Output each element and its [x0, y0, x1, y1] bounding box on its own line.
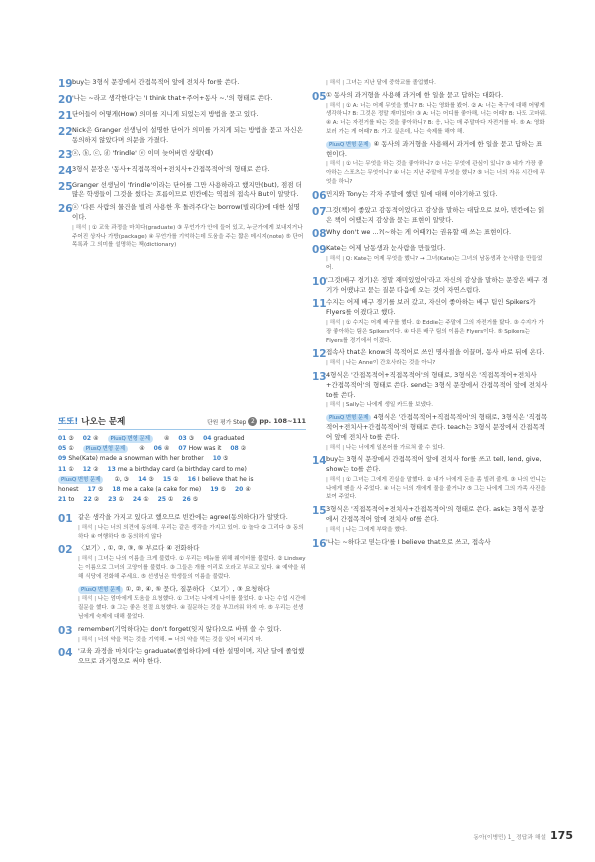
item-body	[78, 513, 306, 541]
item-text: 그것(책)이 좋았고 감동적이었다고 감상을 말하는 대답으로 보아, 빈칸에는 읽은 책이 어땠는지 감상을 묻는 표현이 알맞다.	[326, 205, 545, 224]
answer-entry	[58, 445, 74, 452]
item-number: 01	[58, 513, 73, 525]
answer-value: ⑤	[223, 455, 229, 463]
lower-left-column	[58, 513, 306, 670]
item-text: 3형식은 '직접목적어+전치사+간접목적어'의 형태로 쓴다. ask는 3형식 문장에서 간접목적어 앞에 전치사 of를 쓴다.	[326, 505, 544, 524]
translation-text: 나는 Anne이 간호사라는 것을 아니?	[345, 360, 436, 367]
answer-value: ②	[93, 496, 100, 504]
item-number: 09	[312, 244, 327, 257]
answer-entry	[58, 486, 78, 493]
answer-number: 11	[58, 465, 67, 473]
answer-value: ⑤	[220, 486, 226, 494]
translation-text: 그녀는 나의 이름을 크게 불렀다. ① 우리는 메뉴를 위해 웨이터를 불렀다. ② Lindsey는 이름으로 그녀의 고양이를 불렀다. ③ 그들은 개를 이리로 오라고 부르고 있다. ④ 예약을 위해 식당에 전화해 주세요. ⑤ 선생님은 학생들의 이름을 불렀다.	[78, 556, 306, 580]
translation-tag: | 해석 |	[326, 80, 345, 86]
item-body	[72, 149, 306, 159]
answer-number: 17	[87, 486, 96, 494]
translation-note	[78, 555, 306, 581]
page-number: 175	[550, 829, 573, 842]
item-text: ①, ②, ④, ⑤ 묻다, 질문하다 〈보기〉, ③ 요청하다	[125, 584, 270, 593]
translation-note	[78, 524, 306, 542]
item-text: 3형식 문장은 '동사+직접목적어+전치사+간접목적어'의 형태로 쓴다.	[72, 164, 270, 173]
answer-entry	[210, 486, 226, 493]
item-body	[326, 298, 548, 345]
translation-tag: | 해석 |	[78, 524, 97, 531]
translation-tag: | 해석 |	[326, 360, 345, 367]
item-number: 03	[58, 624, 73, 637]
answer-number: 20	[234, 486, 244, 494]
answer-entry	[114, 476, 129, 483]
translation-note	[78, 636, 306, 645]
translation-note	[72, 224, 306, 250]
answer-entry	[163, 476, 179, 483]
answer-value: ③	[188, 435, 195, 442]
answer-entry	[235, 486, 251, 493]
item-body	[326, 190, 548, 200]
item-text: '나는 ~하다고 믿는다'를 I believe that으로 쓰고, 접속사	[326, 537, 491, 546]
answer-number: 14	[138, 475, 147, 483]
item-number: 20	[58, 94, 73, 106]
item-body	[326, 78, 548, 88]
translation-tag: | 해석 |	[326, 102, 345, 109]
item-body	[72, 94, 306, 104]
item-body	[326, 538, 548, 548]
answer-number: 18	[112, 486, 121, 494]
translation-note	[326, 476, 548, 502]
answer-value: ④	[93, 435, 99, 442]
translation-text: 그녀는 지난 달에 중학교를 졸업했다.	[345, 80, 436, 86]
translation-text: ① 교육 과정을 마치다(graduate) ③ 무언가가 안에 들어 있고, 누군가에게 보내지거나 주어진 상자나 가방(package) ④ 무언가를 기억하는데 도움을 주는 짧은 메시지(note) ⑤ 단어 목록과 그 의미를 설명하는 책(dictionary)	[72, 224, 304, 249]
translation-text: ① A: 너는 어제 무엇을 했니? B: 나는 영화를 봤어. ② A: 너는 축구에 대해 어떻게 생각하니? B: 그것은 정말 재미있어! ③ A: 너는 어디를 좋아해, 너는 어때? B: 나도 고마워. ④ A: 너는 자전거를 타는 것을 좋아하니? B: 응, 나는 매 주말마다 자전거를 타. ⑤ A: 영화 보러 가는 게 어때? B: 가고 싶은데, 나는 숙제를 해야 해.	[326, 102, 547, 135]
question-item	[58, 94, 306, 107]
item-number: 08	[312, 228, 327, 241]
item-text: remember(기억하다)는 don't forget(잊지 않다)으로 바꿔 쓸 수 있다.	[78, 624, 282, 633]
answer-number: 08	[230, 445, 239, 453]
answer-number: 07	[178, 445, 187, 453]
item-body	[326, 371, 548, 410]
item-number: 21	[58, 110, 73, 122]
translation-tag: | 해석 |	[326, 476, 345, 483]
answer-entry	[83, 435, 99, 442]
translation-text: ① 그녀는 그에게 진실을 말했다. ② 내가 너에게 돈을 좀 빌려 줄게. ③ 나의 언니는 나에게 펜을 사 주었다. ④ 너는 너의 개에게 물을 줄거니? ⑤ 그는 나에게 그의 가족 사진을 보여 주었다.	[326, 476, 547, 501]
answer-value: graduated	[213, 435, 245, 442]
translation-tag: | 해석 |	[78, 596, 97, 603]
step-badge: 2	[248, 417, 257, 426]
item-body	[78, 647, 306, 667]
item-text: 수지는 어제 배구 경기를 보러 갔고, 자신이 좋아하는 배구 팀인 Spikers가 Flyers를 이겼다고 했다.	[326, 298, 536, 317]
item-body	[78, 585, 306, 622]
item-body	[72, 126, 306, 146]
answer-number: 06	[153, 445, 162, 453]
translation-note	[326, 526, 548, 535]
translation-tag: | 해석 |	[326, 444, 345, 451]
question-item	[312, 78, 548, 88]
item-body	[326, 206, 548, 226]
answer-header	[58, 415, 306, 430]
translation-note	[326, 160, 548, 186]
item-text: 같은 생각을 가지고 있다고 했으므로 빈칸에는 agree(동의하다)가 알맞다.	[78, 513, 288, 521]
item-number: 25	[58, 180, 73, 193]
answer-entry	[133, 496, 149, 503]
item-text: '나는 ~라고 생각한다'는 'I think that+주어+동사 ~.'의 형태로 쓴다.	[72, 94, 273, 102]
item-number: 12	[312, 348, 327, 361]
answer-entry	[87, 486, 103, 493]
question-item	[58, 647, 306, 667]
item-text: 민지와 Tony는 각자 주말에 했던 일에 대해 이야기하고 있다.	[326, 189, 498, 198]
translation-text: Sally는 나에게 생일 카드를 보냈다.	[345, 402, 434, 409]
answer-number: 02	[82, 435, 92, 442]
item-number: 26	[58, 203, 73, 216]
answer-line	[58, 444, 306, 454]
page-footer	[473, 829, 573, 842]
translation-text: 나는 엄마에게 도움을 요청했다. ① 그녀는 나에게 나이를 물었다. ② 나는 수업 시간에 질문을 했다. ③ 그는 좋은 친절 요청했다. ④ 질문하는 것을 부끄러워 하지 마. ⑤ 우리는 선생님에게 숙제에 대해 물었다.	[78, 596, 306, 620]
item-text: Kate는 어제 남동생과 눈사람을 만들었다.	[326, 244, 446, 253]
item-body	[78, 544, 306, 581]
answer-number: 26	[182, 496, 191, 504]
answer-entry	[58, 435, 74, 442]
answer-number: 21	[58, 496, 67, 504]
answer-entry	[188, 476, 254, 483]
translation-text: ① 너는 무엇을 하는 것을 좋아하니? ② 너는 무엇에 관심이 있니? ③ 네가 가장 좋아하는 스포츠는 무엇이니? ④ 너는 지난 주말에 무엇을 했니? ⑤ 너는 너의 자유 시간에 무엇을 하니?	[326, 161, 546, 185]
answer-entry	[230, 445, 246, 452]
step-reference: 단원 평가 Step 2 pp. 108~111	[207, 417, 306, 426]
question-item	[58, 181, 306, 201]
answer-entry	[182, 496, 198, 503]
item-body	[326, 228, 548, 238]
question-item	[58, 544, 306, 581]
item-body	[326, 413, 548, 452]
translation-tag: | 해석 |	[326, 161, 345, 168]
answer-number: 01	[58, 435, 67, 442]
item-body	[326, 455, 548, 502]
question-item	[312, 206, 548, 226]
item-body	[72, 110, 306, 120]
question-item	[312, 413, 548, 452]
plusq-badge: PlusQ 변형 문제	[326, 141, 371, 149]
item-number: 19	[58, 78, 73, 90]
answer-value: ④	[139, 445, 145, 453]
answer-number: 12	[82, 465, 92, 473]
answer-value: ①	[68, 465, 74, 473]
question-item	[312, 371, 548, 410]
translation-text: ① 수지는 어제 배구를 했다. ② Eddie는 주말에 그의 자전거를 탔다. ③ 수지가 가장 좋아하는 팀은 Spikers이다. ④ 다른 배구 팀의 이름은 Flyers이다. ⑤ Spikers는 Flyers를 경기에서 이겼다.	[326, 319, 544, 344]
question-item	[312, 298, 548, 345]
answer-value: ①, ③	[114, 475, 130, 483]
question-item	[312, 244, 548, 272]
answer-line	[58, 465, 306, 475]
translation-text: 나는 너의 의견에 동의해. 우리는 같은 생각을 가지고 있어. ① 놀다 ② 그리다 ③ 동의하다 ④ 여행하다 ⑤ 동의하지 않다	[78, 524, 304, 540]
question-item	[312, 538, 548, 551]
answer-value: ①	[118, 496, 124, 504]
item-text: 접속사 that은 know의 목적어로 쓰인 명사절을 이끌며, 동사 바로 뒤에 온다.	[326, 348, 545, 357]
translation-tag: | 해석 |	[326, 402, 345, 409]
plusq-badge: PlusQ 변형 문제	[83, 445, 128, 453]
translation-note	[326, 359, 548, 368]
answer-entry	[213, 455, 229, 462]
translation-note	[326, 401, 548, 410]
plusq-badge: PlusQ 변형 문제	[78, 586, 123, 594]
answer-line	[58, 454, 306, 464]
question-item	[58, 625, 306, 645]
item-body	[326, 244, 548, 272]
answer-value: ①	[173, 475, 179, 483]
item-text: Granger 선생님이 'frindle'이라는 단어를 그만 사용하라고 했지만(but), 점점 더 많은 학생들이 그것을 썼다는 흐름이므로 빈칸에는 역접의 접속사 But이 알맞다.	[72, 180, 302, 199]
translation-text: 나는 그에게 부탁을 했다.	[345, 526, 408, 533]
footer-label: 동아(이병민) 1_ 정답과 해설	[473, 835, 547, 841]
item-number: 07	[312, 205, 327, 218]
answer-entry	[83, 496, 99, 503]
item-body	[78, 625, 306, 645]
answer-entry	[164, 435, 169, 442]
question-item	[312, 276, 548, 296]
item-text: 〈보기〉, ①, ②, ③, ⑤ 부르다 ④ 전화하다	[78, 544, 200, 553]
item-body	[72, 165, 306, 175]
answer-entry	[158, 496, 174, 503]
item-text: ④ 동사의 과거형을 사용해서 과거에 한 일을 묻고 답하는 표현이다.	[326, 139, 543, 158]
translation-note	[326, 444, 548, 453]
item-body	[326, 348, 548, 368]
answer-value: ⑤	[192, 496, 199, 504]
answer-value: How was it	[188, 445, 222, 453]
translation-text: 너의 약을 먹는 것을 기억해. = 너의 약을 먹는 것을 잊어 버리지 마.	[97, 636, 263, 643]
translation-note	[78, 595, 306, 621]
answer-line	[58, 495, 306, 505]
answer-value: ②	[240, 445, 247, 453]
item-number: 23	[58, 148, 73, 161]
answer-entry	[58, 466, 74, 473]
answer-entry	[112, 486, 201, 493]
answer-value: me a birthday card (a birthday card to me)	[117, 465, 247, 473]
answer-entry	[108, 466, 247, 473]
question-item	[312, 455, 548, 502]
answer-entry	[83, 466, 99, 473]
item-text: ⓐ '다른 사람의 물건을 빌려 사용한 후 돌려주다'는 borrow(빌리다)에 대한 설명이다.	[72, 203, 300, 221]
item-number: 06	[312, 189, 327, 202]
translation-tag: | 해석 |	[72, 224, 91, 231]
item-text: ① 동사의 과거형을 사용해 과거에 한 일을 묻고 답하는 대화다.	[326, 90, 504, 99]
plusq-badge: PlusQ 변형 문제	[108, 435, 153, 443]
answer-line	[58, 475, 306, 485]
answer-value: ④	[163, 435, 170, 442]
question-item	[58, 513, 306, 541]
answer-line	[58, 434, 306, 444]
answer-value: ③	[148, 475, 154, 483]
answer-value: to	[68, 496, 75, 504]
translation-tag: | 해석 |	[78, 556, 97, 563]
answer-value: ④	[163, 445, 170, 453]
left-column	[58, 78, 306, 253]
answer-number: 25	[157, 496, 166, 504]
answer-entry	[178, 435, 194, 442]
question-item	[58, 78, 306, 91]
item-number: 22	[58, 126, 73, 138]
translation-tag: | 해석 |	[326, 319, 345, 326]
item-number: 02	[58, 544, 73, 557]
translation-note	[326, 319, 548, 345]
answer-number: 24	[132, 496, 142, 504]
answer-value: honest	[58, 486, 79, 494]
answer-value: ③	[68, 435, 74, 442]
question-item	[58, 126, 306, 146]
item-body	[326, 505, 548, 534]
item-number: 04	[58, 647, 73, 660]
item-number: 16	[312, 537, 327, 550]
answer-value: ④	[245, 486, 251, 494]
answer-number: 15	[162, 475, 172, 483]
item-number: 10	[312, 275, 327, 288]
item-text: Why don't we ...?(~하는 게 어때?)는 권유할 때 쓰는 표현이다.	[326, 228, 512, 237]
item-text: buy는 3형식 문장에서 간접목적어 앞에 전치사 for를 쓰고 tell, lend, give, show는 to를 쓴다.	[326, 455, 542, 474]
item-body	[326, 140, 548, 187]
question-item	[58, 110, 306, 123]
item-text: ⓐ, ⓑ, ⓒ, ⓓ 'frindle' ⓔ 이미 늦어버린 상황(때)	[72, 148, 214, 157]
item-number: 14	[312, 455, 327, 468]
answer-box	[58, 415, 306, 505]
answer-value: ①	[168, 496, 174, 504]
answer-entry	[108, 435, 155, 442]
item-text: 4형식은 '간접목적어+직접목적어'의 형태로, 3형식은 '직접목적어+전치사+간접목적어'의 형태로 쓴다. send는 3형식 문장에서 간접목적어 앞에 전치사 to를 쓴다.	[326, 370, 548, 399]
answer-number: 16	[187, 475, 196, 483]
answer-value: ①	[68, 445, 74, 453]
item-number: 15	[312, 505, 327, 518]
question-item	[312, 140, 548, 187]
item-body	[72, 203, 306, 250]
answer-value: I believe that he is	[197, 475, 254, 483]
translation-text: Q: Kate는 어제 무엇을 했니? → 그녀(Kate)는 그녀의 남동생과 눈사람을 만들었어.	[326, 256, 543, 271]
answer-value: ⑤	[97, 486, 104, 494]
answer-entry	[108, 496, 124, 503]
answer-value: ②	[93, 465, 99, 473]
answer-number: 10	[212, 455, 222, 463]
question-item	[312, 228, 548, 241]
answer-entry	[58, 455, 204, 462]
answer-number: 03	[178, 435, 187, 442]
answer-entry	[203, 435, 244, 442]
question-item	[312, 91, 548, 137]
answer-entry	[178, 445, 221, 452]
answer-lines	[58, 434, 306, 505]
translation-note	[326, 255, 548, 273]
item-number: 05	[312, 90, 327, 103]
answer-entry	[154, 445, 170, 452]
translation-note	[326, 102, 548, 137]
translation-tag: | 해석 |	[326, 526, 345, 533]
item-body	[72, 78, 306, 88]
question-item	[58, 165, 306, 178]
answer-number: 05	[58, 445, 67, 453]
item-text: Nick은 Granger 선생님이 설명한 단어가 의미를 가지게 되는 방법을 묻고 자신은 동의하지 않았다며 의문을 가졌다.	[72, 126, 303, 144]
question-item	[58, 149, 306, 162]
item-number: 11	[312, 298, 327, 311]
translation-note	[326, 79, 548, 88]
translation-text: 나는 너에게 일본어를 가르쳐 줄 수 있다.	[345, 444, 445, 451]
answer-value: ①	[143, 496, 149, 504]
answer-number: 22	[83, 496, 92, 504]
item-text: '교육 과정을 마치다'는 graduate(졸업하다)에 대한 설명이며, 지난 달에 졸업했으므로 과거형으로 써야 한다.	[78, 647, 305, 666]
answer-number: 04	[203, 435, 212, 442]
item-text: buy는 3형식 문장에서 간접목적어 앞에 전치사 for를 쓴다.	[72, 78, 240, 86]
answer-entry	[58, 496, 74, 503]
item-number: 13	[312, 370, 327, 383]
translation-tag: | 해석 |	[78, 636, 97, 643]
question-item	[312, 505, 548, 534]
answer-number: 19	[210, 486, 219, 494]
question-item	[58, 203, 306, 250]
right-column	[312, 78, 548, 554]
answer-line	[58, 485, 306, 495]
answer-entry	[139, 445, 144, 452]
answer-entry	[138, 476, 154, 483]
plusq-badge: PlusQ 변형 문제	[58, 476, 103, 484]
item-body	[72, 181, 306, 201]
question-item	[312, 348, 548, 368]
answer-entry	[83, 445, 130, 452]
question-item	[312, 190, 548, 203]
answer-value: She(Kate) made a snowman with her brother	[68, 455, 204, 463]
item-body	[326, 91, 548, 137]
item-body	[326, 276, 548, 296]
answer-number: 23	[108, 496, 117, 504]
item-text: 4형식은 '간접목적어+직접목적어'의 형태로, 3형식은 '직접목적어+전치사+간접목적어'의 형태로 쓴다. teach는 3형식 문장에서 간접목적어 앞에 전치사 to를 쓴다.	[326, 413, 548, 441]
answer-number: 09	[58, 455, 67, 463]
answer-title: 또또! 나오는 문제	[58, 417, 126, 427]
question-item	[58, 585, 306, 622]
item-text: '그것(배구 경기)은 정말 재미있었어'라고 자신의 감상을 말하는 문장은 배구 경기가 어땠냐고 묻는 질문 다음에 오는 것이 자연스럽다.	[326, 275, 548, 294]
item-text: 단어들이 어떻게(How) 의미를 지니게 되었는지 방법을 묻고 있다.	[72, 110, 259, 118]
item-number: 24	[58, 164, 73, 177]
answer-value: me a cake (a cake for me)	[122, 486, 202, 494]
answer-entry	[58, 476, 105, 483]
translation-tag: | 해석 |	[326, 256, 345, 263]
plusq-badge: PlusQ 변형 문제	[326, 414, 371, 422]
answer-number: 13	[107, 465, 116, 473]
